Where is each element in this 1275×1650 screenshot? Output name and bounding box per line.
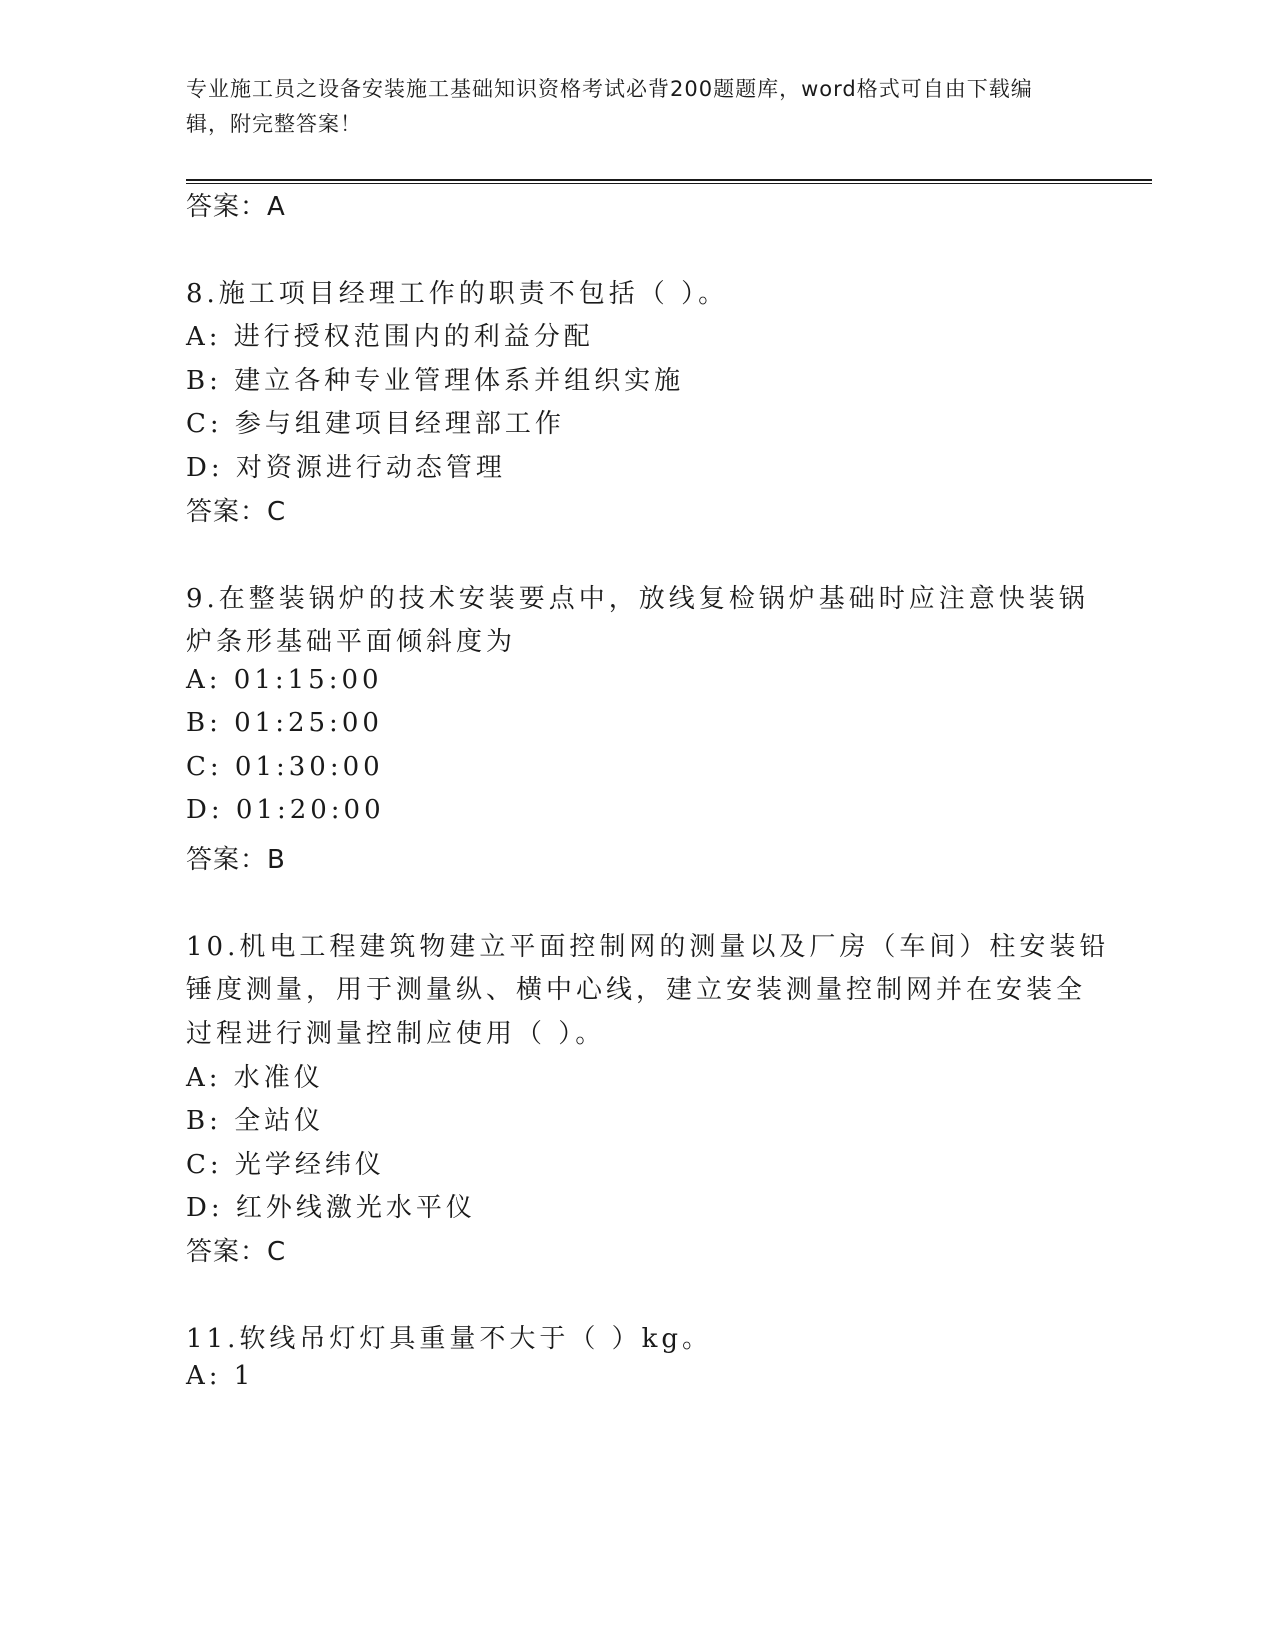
option-c: C: 参与组建项目经理部工作 (186, 409, 565, 439)
option-d: D: 对资源进行动态管理 (186, 453, 506, 483)
answer-label: 答案：C (186, 497, 287, 527)
option-c: C: 01:30:00 (186, 752, 384, 782)
option-d: D: 红外线激光水平仪 (186, 1193, 476, 1223)
option-a: A: 01:15:00 (186, 665, 383, 695)
question-text: 8.施工项目经理工作的职责不包括（ ）。 (186, 279, 729, 309)
question-text-continued: 过程进行测量控制应使用（ ）。 (186, 1019, 606, 1049)
option-a: A: 1 (186, 1361, 255, 1391)
question-text: 9.在整装锅炉的技术安装要点中，放线复检锅炉基础时应注意快装锅 (186, 584, 1089, 614)
question-text: 10.机电工程建筑物建立平面控制网的测量以及厂房（车间）柱安装铅 (186, 932, 1110, 962)
option-b: B: 全站仪 (186, 1106, 325, 1136)
header-divider (186, 179, 1152, 181)
question-text-continued: 炉条形基础平面倾斜度为 (186, 627, 517, 657)
header-divider-thin (186, 183, 1152, 184)
option-d: D: 01:20:00 (186, 795, 385, 825)
option-a: A: 水准仪 (186, 1063, 324, 1093)
option-c: C: 光学经纬仪 (186, 1150, 385, 1180)
question-text-continued: 锤度测量，用于测量纵、横中心线，建立安装测量控制网并在安装全 (186, 975, 1087, 1005)
option-b: B: 01:25:00 (186, 708, 383, 738)
question-text: 11.软线吊灯灯具重量不大于（ ）kg。 (186, 1324, 713, 1354)
answer-label: 答案：C (186, 1237, 287, 1267)
document-header: 专业施工员之设备安装施工基础知识资格考试必背200题题库，word格式可自由下载编辑，附完整答案！ (186, 77, 1033, 136)
answer-label: 答案：B (186, 845, 286, 875)
option-a: A: 进行授权范围内的利益分配 (186, 322, 594, 352)
option-b: B: 建立各种专业管理体系并组织实施 (186, 366, 685, 396)
answer-label: 答案：A (186, 192, 286, 222)
